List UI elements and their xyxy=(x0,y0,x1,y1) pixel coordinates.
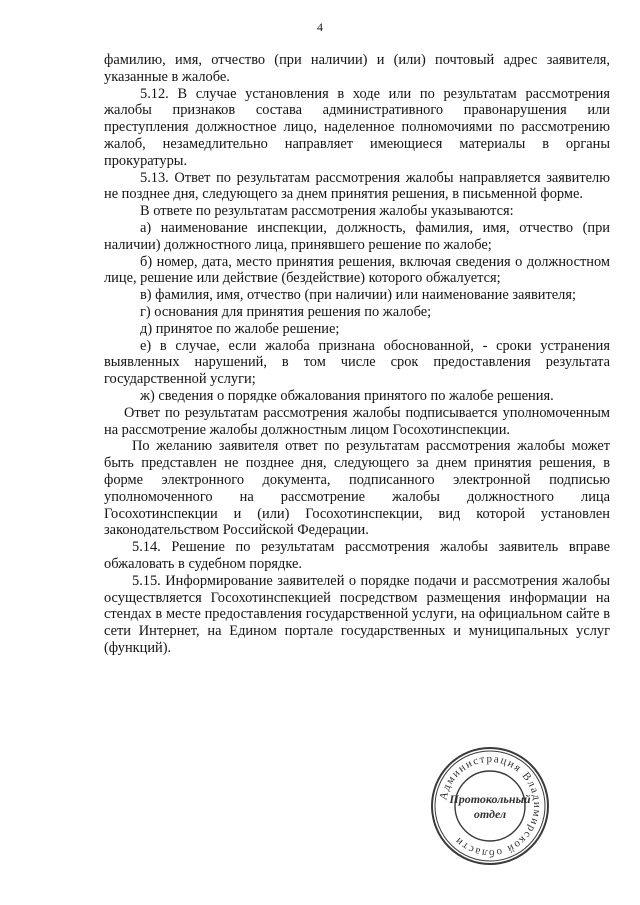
paragraph: Ответ по результатам рассмотрения жалобы подписывается уполномоченным на рассмотрение жалобы должностным лицом Госохотинспекции. xyxy=(104,404,610,438)
paragraph: 5.15. Информирование заявителей о порядке подачи и рассмотрения жалобы осуществляется Госохотинспекцией посредством размещения информации на стендах в месте предоставления государственной услуги, на официальном сайте в сети Интернет, на Едином портале государственных и муниципальных услуг (функций). xyxy=(104,572,610,656)
paragraph: фамилию, имя, отчество (при наличии) и (или) почтовый адрес заявителя, указанные в жалобе. xyxy=(104,52,610,85)
official-stamp xyxy=(428,744,552,868)
paragraph: 5.12. В случае установления в ходе или по результатам рассмотрения жалобы признаков состава административного правонарушения или преступления должностное лицо, наделенное полномочиями по рассмотрению жалоб, незамедлительно направляет имеющиеся материалы в органы прокуратуры. xyxy=(104,85,610,169)
stamp-center-line2: отдел xyxy=(473,807,507,821)
paragraph: 5.14. Решение по результатам рассмотрения жалобы заявитель вправе обжаловать в судебном порядке. xyxy=(104,539,610,572)
paragraph: В ответе по результатам рассмотрения жалобы указываются: xyxy=(140,203,514,220)
list-item: г) основания для принятия решения по жалобе; xyxy=(140,303,432,320)
list-item: е) в случае, если жалоба признана обоснованной, - сроки устранения выявленных нарушений, в том числе срок предоставления результата государственной услуги; xyxy=(104,337,610,388)
list-item: ж) сведения о порядке обжалования принятого по жалобе решения. xyxy=(140,387,554,404)
list-item: д) принятое по жалобе решение; xyxy=(140,320,340,337)
stamp-center-line1: Протокольный xyxy=(449,792,531,806)
paragraph: По желанию заявителя ответ по результатам рассмотрения жалобы может быть представлен не позднее дня, следующего за днем принятия решения, в форме электронного документа, подписанного электронной подписью уполномоченного на рассмотрение жалобы должностного лица Госохотинспекции и (или) Госохотинспекции, вид которой установлен законодательством Российской Федерации. xyxy=(104,438,610,539)
document-body xyxy=(104,52,610,657)
paragraph: 5.13. Ответ по результатам рассмотрения жалобы направляется заявителю не позднее дня, следующего за днем принятия решения, в письменной форме. xyxy=(104,169,610,203)
stamp-ring-text: Администрация Владимирской области xyxy=(437,752,544,860)
list-item: в) фамилия, имя, отчество (при наличии) или наименование заявителя; xyxy=(140,287,576,304)
list-item: а) наименование инспекции, должность, фамилия, имя, отчество (при наличии) должностного лица, принявшего решение по жалобе; xyxy=(104,219,610,253)
page-number: 4 xyxy=(317,20,323,34)
list-item: б) номер, дата, место принятия решения, включая сведения о должностном лице, решение или действие (бездействие) которого обжалуется; xyxy=(104,253,610,287)
